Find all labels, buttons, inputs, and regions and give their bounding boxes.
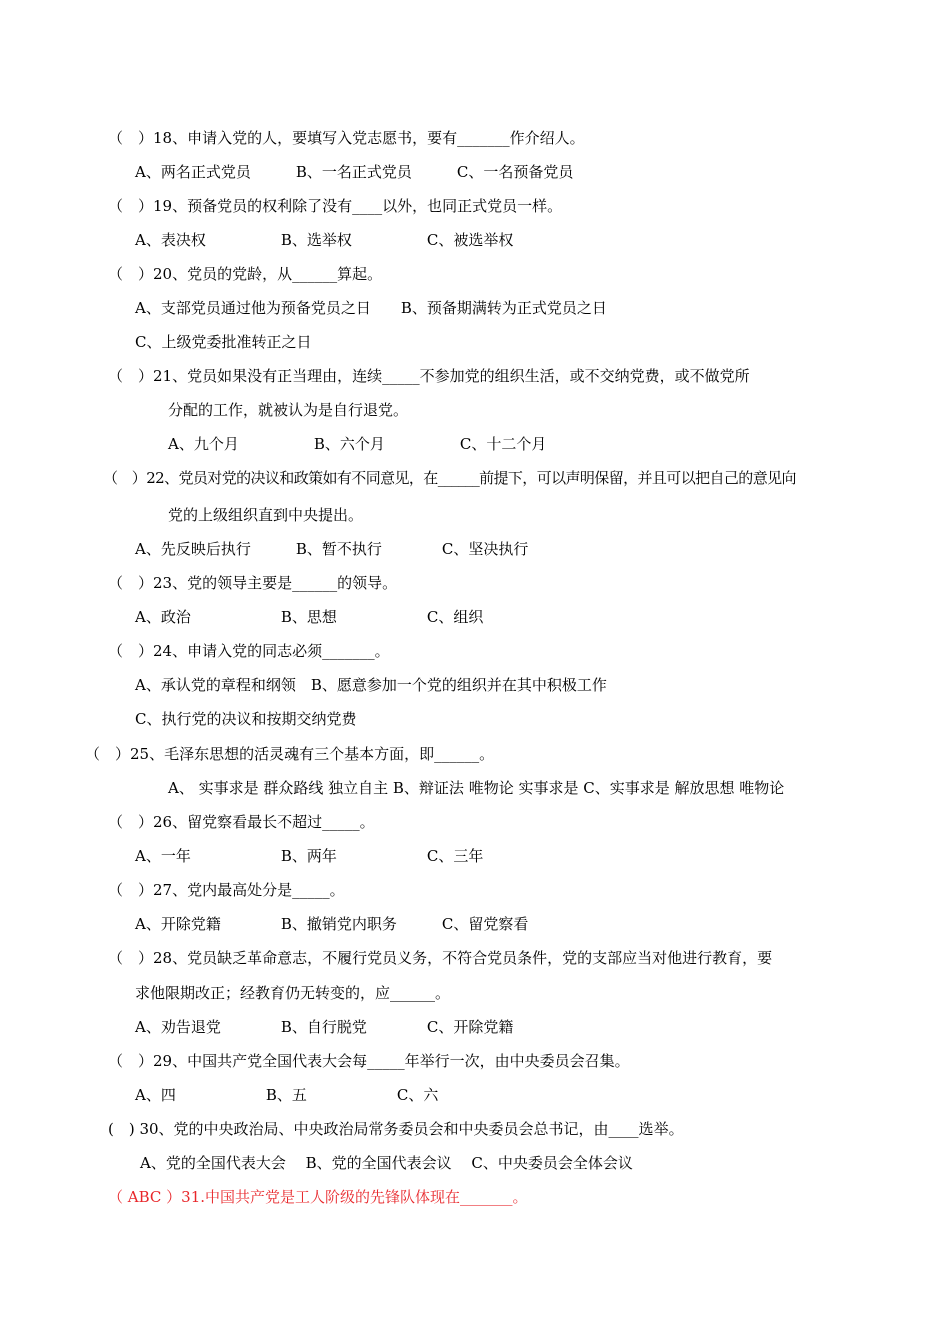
question-24-options-ab: A、承认党的章程和纲领 B、愿意参加一个党的组织并在其中积极工作 bbox=[135, 676, 607, 694]
question-24-option-c: C、执行党的决议和按期交纳党费 bbox=[135, 710, 357, 728]
question-22-continued: 党的上级组织直到中央提出。 bbox=[168, 506, 364, 524]
question-20-option-c: C、上级党委批准转正之日 bbox=[135, 333, 312, 351]
question-21-continued: 分配的工作，就被认为是自行退党。 bbox=[168, 401, 409, 419]
question-28-continued: 求他限期改正；经教育仍无转变的，应______。 bbox=[135, 984, 451, 1002]
question-30: ( ) 30、党的中央政治局、中央政治局常务委员会和中央委员会总书记，由____选举。 bbox=[108, 1120, 684, 1138]
question-22: （ ）22、党员对党的决议和政策如有不同意见，在______前提下，可以声明保留，并且可以把自己的意见向 bbox=[103, 469, 796, 487]
question-23: （ ）23、党的领导主要是______的领导。 bbox=[108, 574, 398, 592]
question-26: （ ）26、留党察看最长不超过_____。 bbox=[108, 813, 375, 831]
question-29-options: A、四 B、五 C、六 bbox=[135, 1086, 439, 1104]
question-18: （ ）18、申请入党的人，要填写入党志愿书，要有_______作介绍人。 bbox=[108, 129, 585, 147]
question-29: （ ）29、中国共产党全国代表大会每_____年举行一次，由中央委员会召集。 bbox=[108, 1052, 630, 1070]
question-19: （ ）19、预备党员的权利除了没有____以外，也同正式党员一样。 bbox=[108, 197, 563, 215]
question-20-options-ab: A、支部党员通过他为预备党员之日 B、预备期满转为正式党员之日 bbox=[135, 299, 607, 317]
question-22-options: A、先反映后执行 B、暂不执行 C、坚决执行 bbox=[135, 540, 529, 558]
question-28-options: A、劝告退党 B、自行脱党 C、开除党籍 bbox=[135, 1018, 514, 1036]
question-25: （ ）25、毛泽东思想的活灵魂有三个基本方面，即______。 bbox=[85, 745, 495, 763]
question-19-options: A、表决权 B、选举权 C、被选举权 bbox=[135, 231, 514, 249]
question-30-options: A、党的全国代表大会 B、党的全国代表会议 C、中央委员会全体会议 bbox=[140, 1154, 633, 1172]
question-28: （ ）28、党员缺乏革命意志，不履行党员义务，不符合党员条件，党的支部应当对他进行教育，要 bbox=[108, 949, 773, 967]
question-26-options: A、一年 B、两年 C、三年 bbox=[135, 847, 484, 865]
question-21-options: A、九个月 B、六个月 C、十二个月 bbox=[168, 435, 547, 453]
question-31: （ ABC ）31.中国共产党是工人阶级的先锋队体现在_______。 bbox=[108, 1188, 528, 1206]
question-20: （ ）20、党员的党龄，从______算起。 bbox=[108, 265, 383, 283]
question-27: （ ）27、党内最高处分是_____。 bbox=[108, 881, 345, 899]
question-24: （ ）24、申请入党的同志必须_______。 bbox=[108, 642, 390, 660]
question-21: （ ）21、党员如果没有正当理由，连续_____不参加党的组织生活，或不交纳党费，或不做党所 bbox=[108, 367, 750, 385]
question-27-options: A、开除党籍 B、撤销党内职务 C、留党察看 bbox=[135, 915, 529, 933]
question-23-options: A、政治 B、思想 C、组织 bbox=[135, 608, 484, 626]
question-18-options: A、两名正式党员 B、一名正式党员 C、一名预备党员 bbox=[135, 163, 574, 181]
question-25-options: A、 实事求是 群众路线 独立自主 B、辩证法 唯物论 实事求是 C、实事求是 解放思想 唯物论 bbox=[168, 779, 785, 797]
